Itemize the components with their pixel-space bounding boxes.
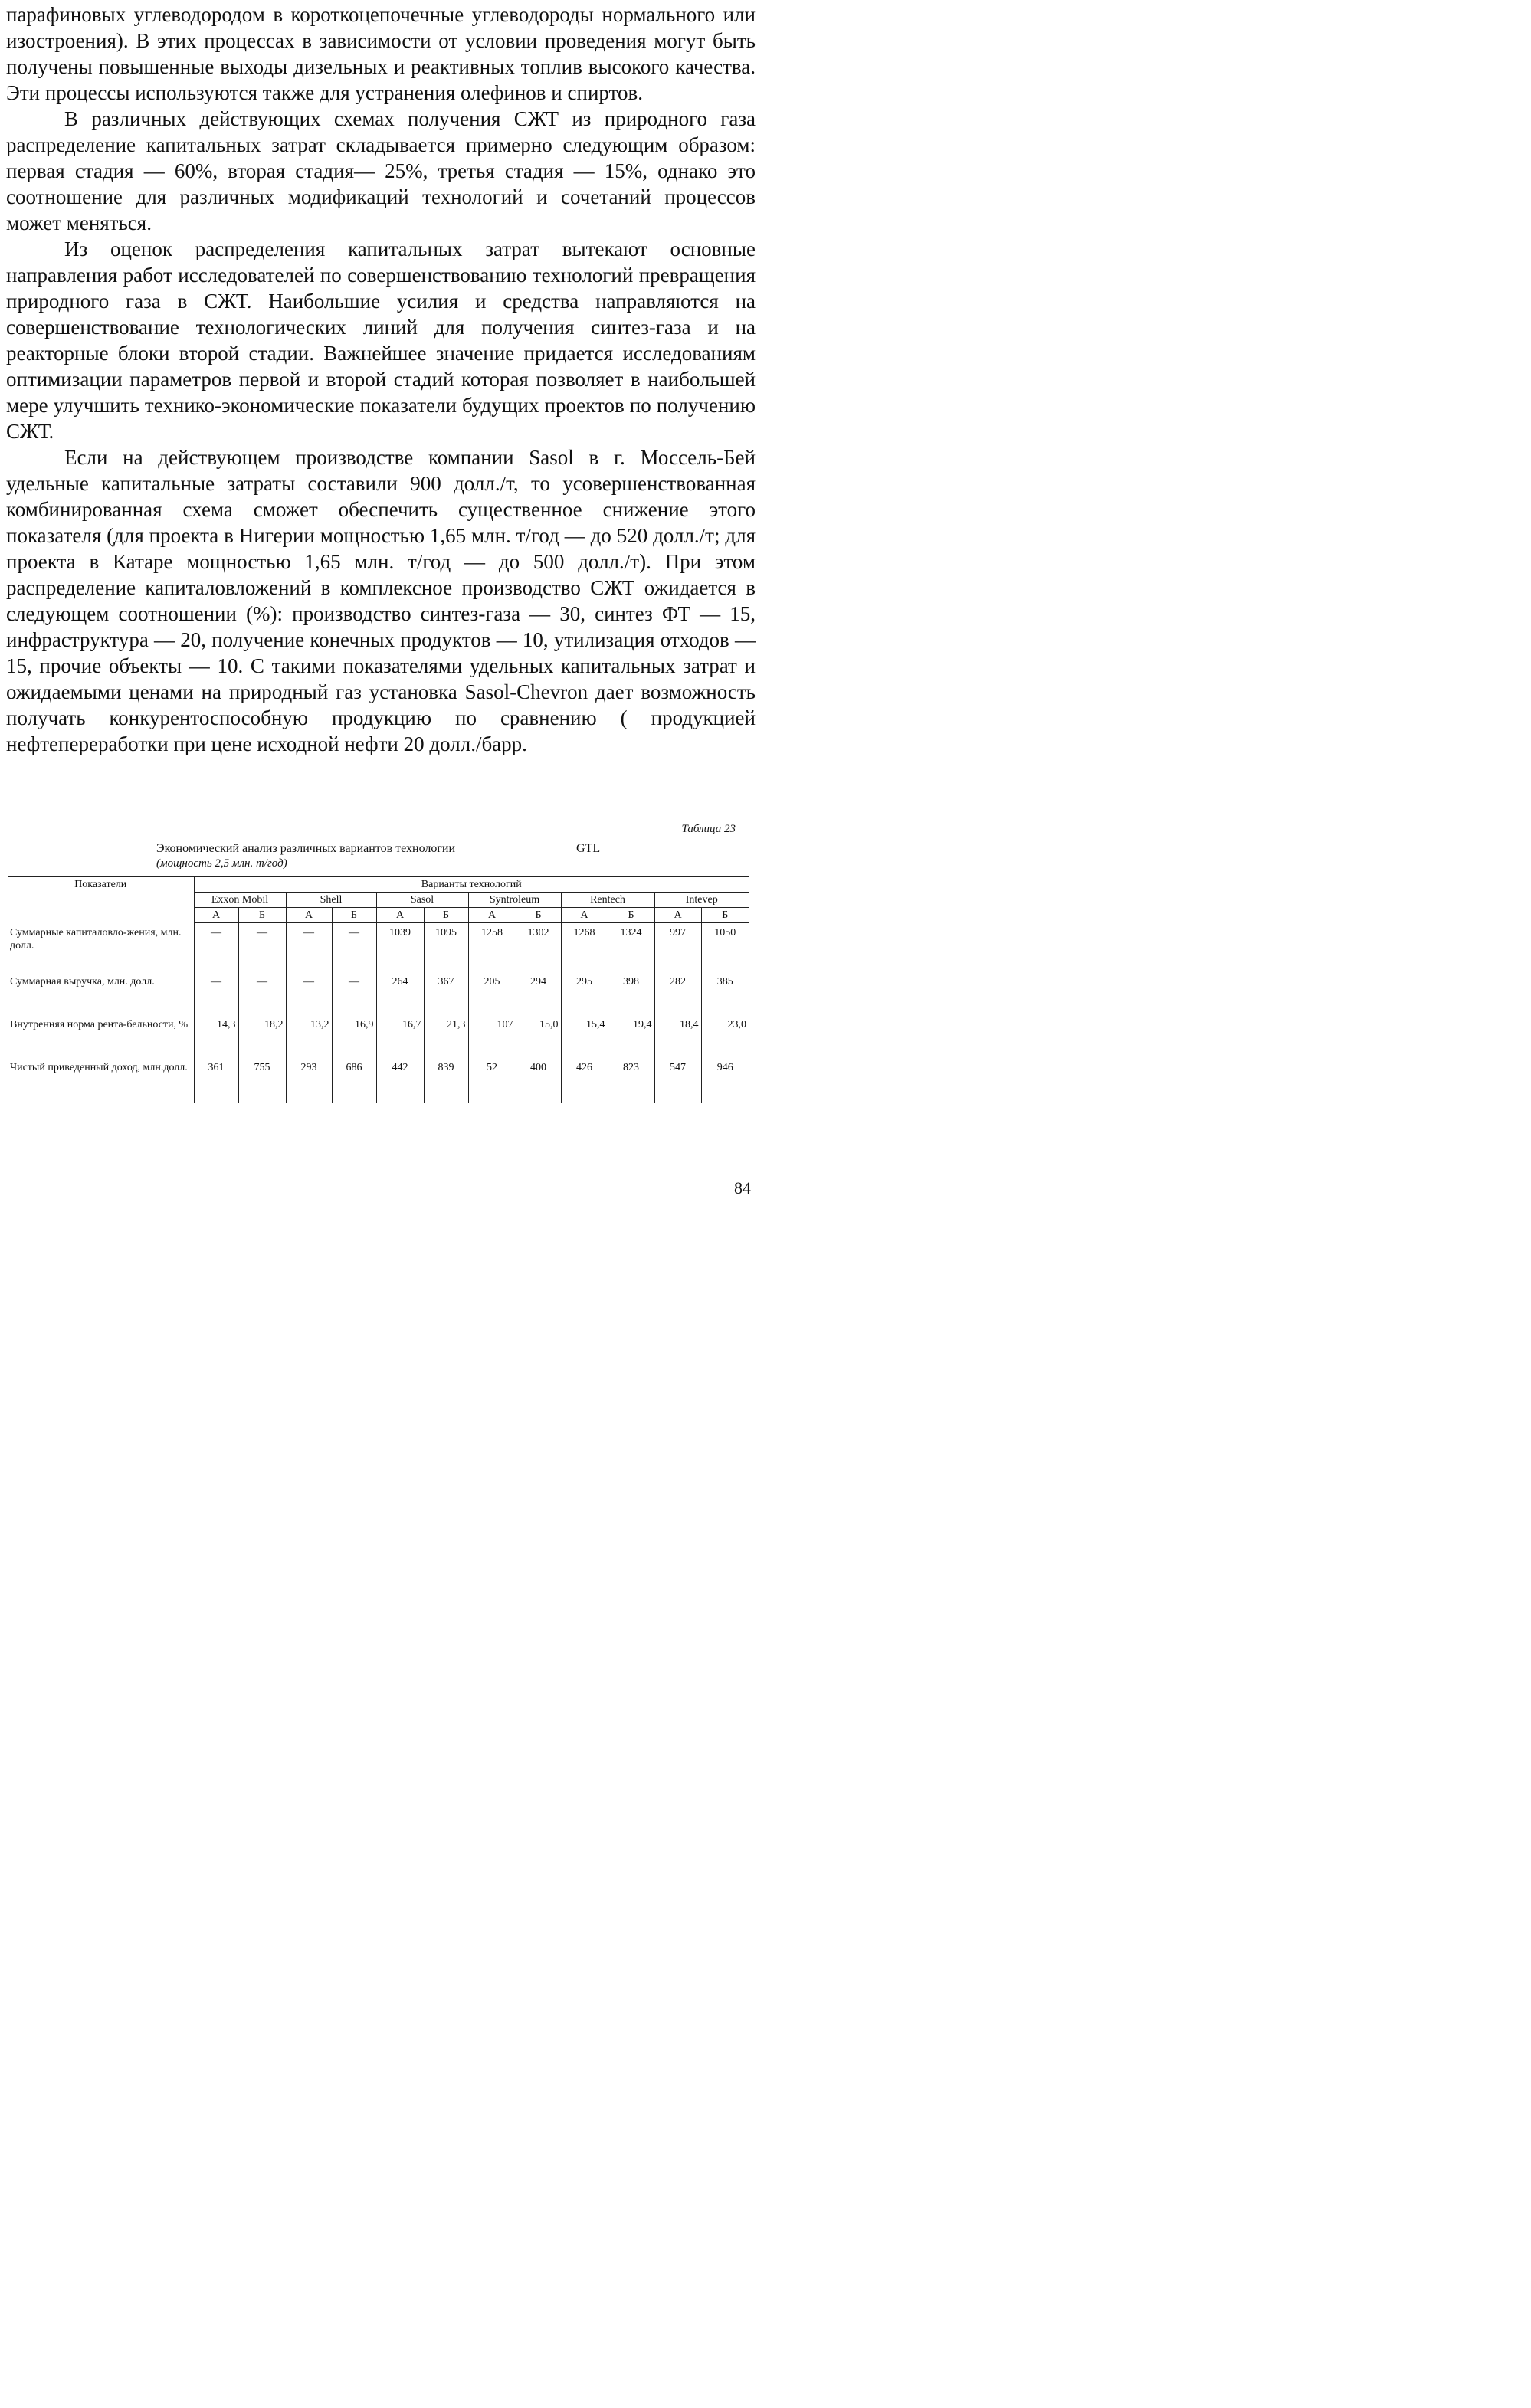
table-cell: 839	[424, 1060, 468, 1103]
table-cell: —	[286, 923, 332, 975]
table-cell: 52	[468, 1060, 516, 1103]
table-cell: 107	[468, 1017, 516, 1060]
table-cell: 1268	[561, 923, 608, 975]
table-row	[8, 975, 749, 1017]
table-number-label: Таблица 23	[681, 823, 736, 835]
table-cell: 14,3	[194, 1017, 238, 1060]
table-cell: 15,0	[516, 1017, 561, 1060]
row-label: Чистый приведенный доход, млн.долл.	[10, 1062, 188, 1073]
variant-header: Б	[424, 908, 468, 923]
table-cell: —	[286, 975, 332, 1017]
table-cell: 15,4	[561, 1017, 608, 1060]
table-cell: 205	[468, 975, 516, 1017]
paragraph: Из оценок распределения капитальных затрат вытекают основные направления работ исследователей по совершенствованию технологий превращения природного газа в СЖТ. Наибольшие усилия и средства направляются на совершенствование технологических линий для получения синтез-газа и на реакторные блоки второй стадии. Важнейшее значение придается исследованиям оптимизации параметров первой и второй стадий которая позволяет в наибольшей мере улучшить технико-экономические показатели будущих проектов по получению СЖТ.	[6, 238, 756, 443]
table-cell: 294	[516, 975, 561, 1017]
paragraph: парафиновых углеводородом в короткоцепочечные углеводороды нормального или изостроения). В этих процессах в зависимости от условии проведения могут быть получены повышенные выходы дизельных и реактивных топлив высокого качества. Эти процессы используются также для устранения олефинов и спиртов.	[6, 3, 756, 104]
variant-header: А	[468, 908, 516, 923]
row-label: Суммарные капиталовло-жения, млн. долл.	[10, 926, 182, 952]
table-title-suffix: GTL	[576, 842, 601, 855]
table-cell: 13,2	[286, 1017, 332, 1060]
table-cell: —	[332, 923, 376, 975]
table-cell: 16,7	[376, 1017, 424, 1060]
table-cell: 367	[424, 975, 468, 1017]
table-cell: 1039	[376, 923, 424, 975]
table-cell: 1258	[468, 923, 516, 975]
table-cell: 23,0	[701, 1017, 749, 1060]
column-header-indicators: Показатели	[8, 876, 194, 923]
table-cell: 295	[561, 975, 608, 1017]
table-title-text: Экономический анализ различных вариантов технологии	[156, 842, 456, 855]
table-cell: —	[238, 923, 286, 975]
table-cell: 18,2	[238, 1017, 286, 1060]
company-header: Rentech	[561, 893, 654, 908]
table-cell: 1050	[701, 923, 749, 975]
table-row	[8, 923, 749, 975]
table-row	[8, 1017, 749, 1060]
company-header: Syntroleum	[468, 893, 561, 908]
company-header: Sasol	[376, 893, 468, 908]
table-cell: 361	[194, 1060, 238, 1103]
variant-header: А	[654, 908, 701, 923]
table-cell: 1324	[608, 923, 654, 975]
table-cell: —	[238, 975, 286, 1017]
table-cell: 18,4	[654, 1017, 701, 1060]
variant-header: А	[194, 908, 238, 923]
table-cell: 426	[561, 1060, 608, 1103]
table-cell: 16,9	[332, 1017, 376, 1060]
table-cell: 1095	[424, 923, 468, 975]
row-label: Суммарная выручка, млн. долл.	[10, 976, 155, 988]
variant-header: А	[561, 908, 608, 923]
table-cell: 400	[516, 1060, 561, 1103]
table-cell: —	[194, 923, 238, 975]
table-cell: 385	[701, 975, 749, 1017]
page-number: 84	[734, 1178, 751, 1197]
table-cell: 997	[654, 923, 701, 975]
table-cell: 823	[608, 1060, 654, 1103]
table-cell: 946	[701, 1060, 749, 1103]
table-cell: 264	[376, 975, 424, 1017]
table-cell: —	[332, 975, 376, 1017]
table-cell: 547	[654, 1060, 701, 1103]
table-cell: 21,3	[424, 1017, 468, 1060]
company-header: Exxon Mobil	[194, 893, 286, 908]
company-header: Shell	[286, 893, 376, 908]
row-label: Внутренняя норма рента-бельности, %	[10, 1019, 189, 1030]
table-cell: —	[194, 975, 238, 1017]
variant-header: А	[286, 908, 332, 923]
paragraph: В различных действующих схемах получения СЖТ из природного газа распределение капитальных затрат складывается примерно следующим образом: первая стадия — 60%, вторая стадия— 25%, третья стадия — 15%, однако это соотношение для различных модификаций технологий и сочетаний процессов может меняться.	[6, 107, 756, 234]
table-cell: 755	[238, 1060, 286, 1103]
body-text	[6, 2, 756, 757]
variant-header: Б	[332, 908, 376, 923]
table-cell: 442	[376, 1060, 424, 1103]
table-header-row	[8, 876, 749, 893]
table-cell: 686	[332, 1060, 376, 1103]
company-header: Intevep	[654, 893, 749, 908]
table-cell: 398	[608, 975, 654, 1017]
table-cell: 282	[654, 975, 701, 1017]
variant-header: А	[376, 908, 424, 923]
table-cell: 19,4	[608, 1017, 654, 1060]
variant-header: Б	[238, 908, 286, 923]
variant-header: Б	[516, 908, 561, 923]
column-header-variants: Варианты технологий	[194, 876, 749, 893]
variant-header: Б	[701, 908, 749, 923]
table-title	[156, 841, 693, 856]
table-cell: 293	[286, 1060, 332, 1103]
table-row	[8, 1060, 749, 1103]
table-subtitle: (мощность 2,5 млн. т/год)	[156, 857, 287, 870]
variant-header: Б	[608, 908, 654, 923]
paragraph: Если на действующем производстве компании Sasol в г. Моссель-Бей удельные капитальные затраты составили 900 долл./т, то усовершенствованная комбинированная схема сможет обеспечить существенное снижение этого показателя (для проекта в Нигерии мощностью 1,65 млн. т/год — до 520 долл./т; для проекта в Катаре мощностью 1,65 млн. т/год — до 500 долл./т). При этом распределение капиталовложений в комплексное производство СЖТ ожидается в следующем соотношении (%): производство синтез-газа — 30, синтез ФТ — 15, инфраструктура — 20, получение конечных продуктов — 10, утилизация отходов — 15, прочие объекты — 10. С такими показателями удельных капитальных затрат и ожидаемыми ценами на природный газ установка Sasol-Chevron дает возможность получать конкурентоспособную продукцию по сравнению ( продукцией нефтепереработки при цене исходной нефти 20 долл./барр.	[6, 446, 756, 755]
economic-analysis-table	[8, 876, 749, 1103]
table-cell: 1302	[516, 923, 561, 975]
